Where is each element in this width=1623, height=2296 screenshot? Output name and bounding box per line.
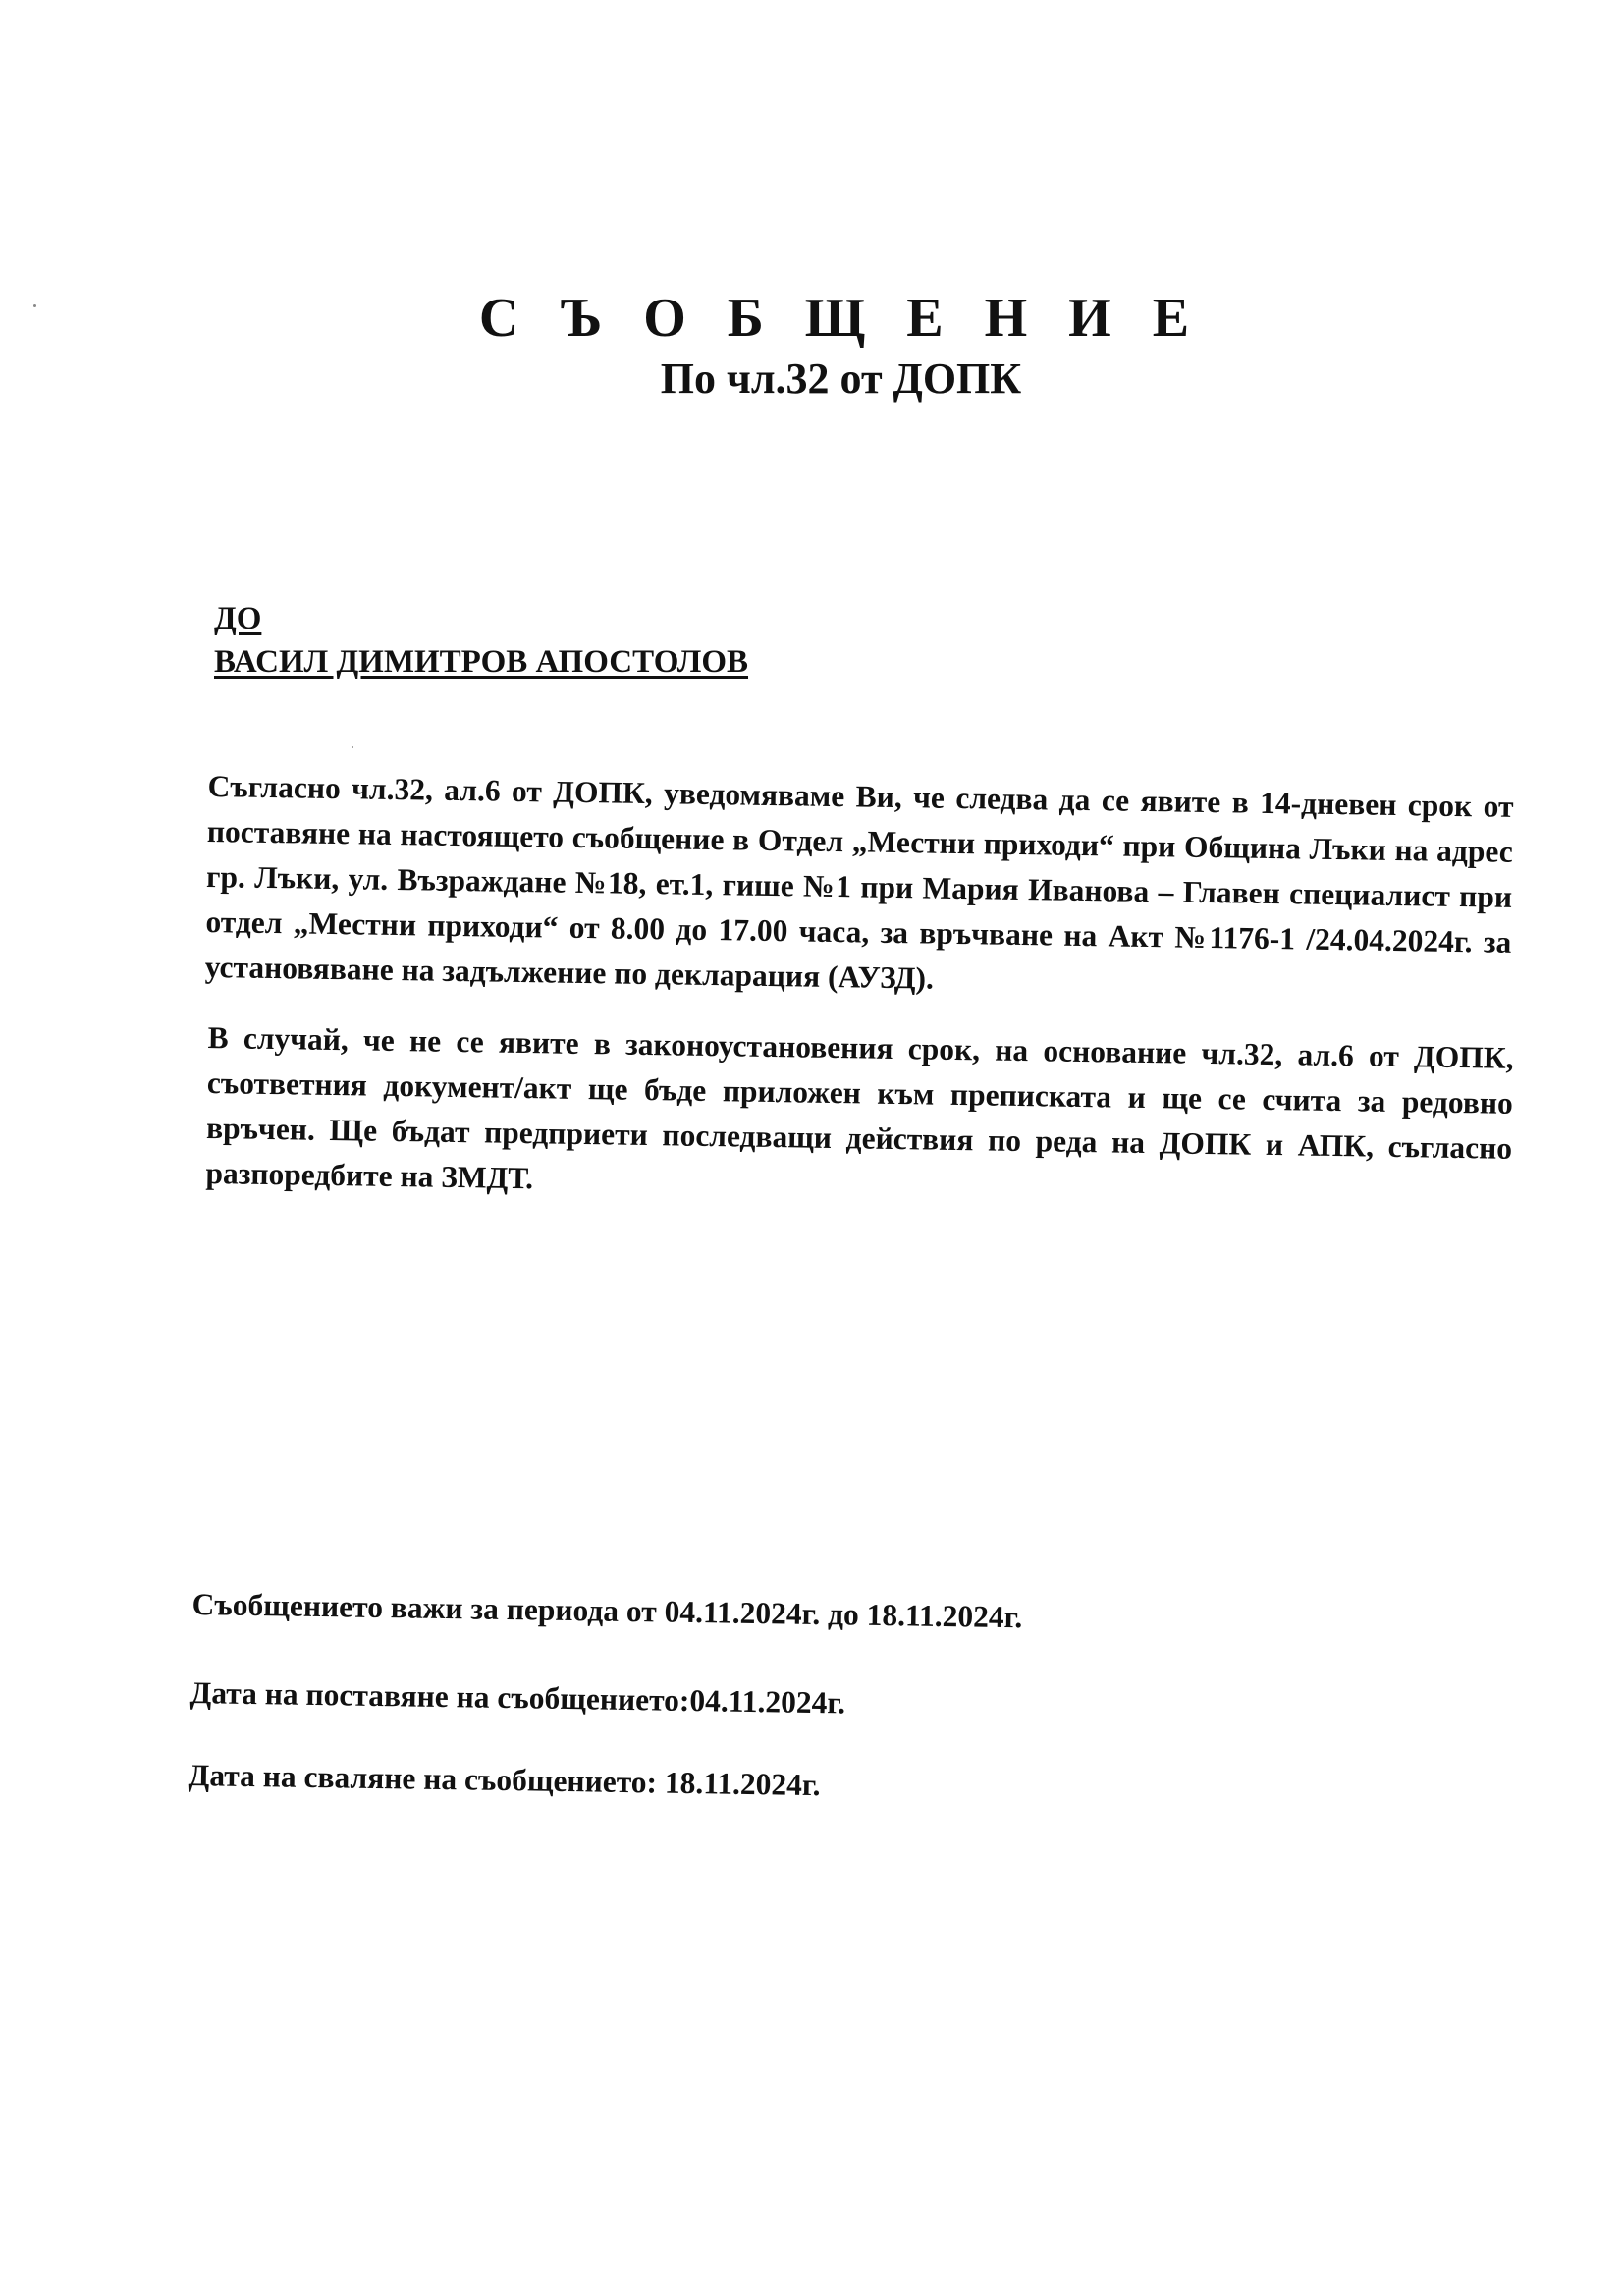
validity-period: Съобщението важи за периода от 04.11.2024г. до 18.11.2024г. <box>191 1587 1023 1635</box>
addressee-name: ВАСИЛ ДИМИТРОВ АПОСТОЛОВ <box>214 644 749 680</box>
posting-date: Дата на поставяне на съобщението:04.11.2024г. <box>189 1675 846 1721</box>
document-title: С Ъ О Б Щ Е Н И Е <box>478 288 1204 349</box>
addressee-to-label: ДО <box>214 601 262 636</box>
scan-speck <box>33 304 36 307</box>
document-subtitle: По чл.32 от ДОПК <box>660 355 1022 403</box>
scan-speck <box>352 746 353 748</box>
removal-date: Дата на сваляне на съобщението: 18.11.2024г. <box>188 1758 821 1803</box>
notice-paragraph-1: Съгласно чл.32, ал.6 от ДОПК, уведомяваме Ви, че следва да се явите в 14-дневен срок от поставяне на настоящето съобщение в Отдел „Местни приходи“ при Община Лъки на адрес гр. Лъки, ул. Възраждане №18, ет.1, гише №1 при Мария Иванова – Главен специалист при отдел „Местни приходи“ от 8.00 до 17.00 часа, за връчване на Акт №1176-1 /24.04.2024г. за установяване на задължение по декларация (АУЗД). <box>204 768 1514 996</box>
notice-paragraph-2: В случай, че не се явите в законоустановения срок, на основание чл.32, ал.6 от ДОПК, съответния документ/акт ще бъде приложен към преписката и ще се счита за редовно връчен. Ще бъдат предприети последващи действия по реда на ДОПК и АПК, съгласно разпоредбите на ЗМДТ. <box>205 1019 1514 1196</box>
